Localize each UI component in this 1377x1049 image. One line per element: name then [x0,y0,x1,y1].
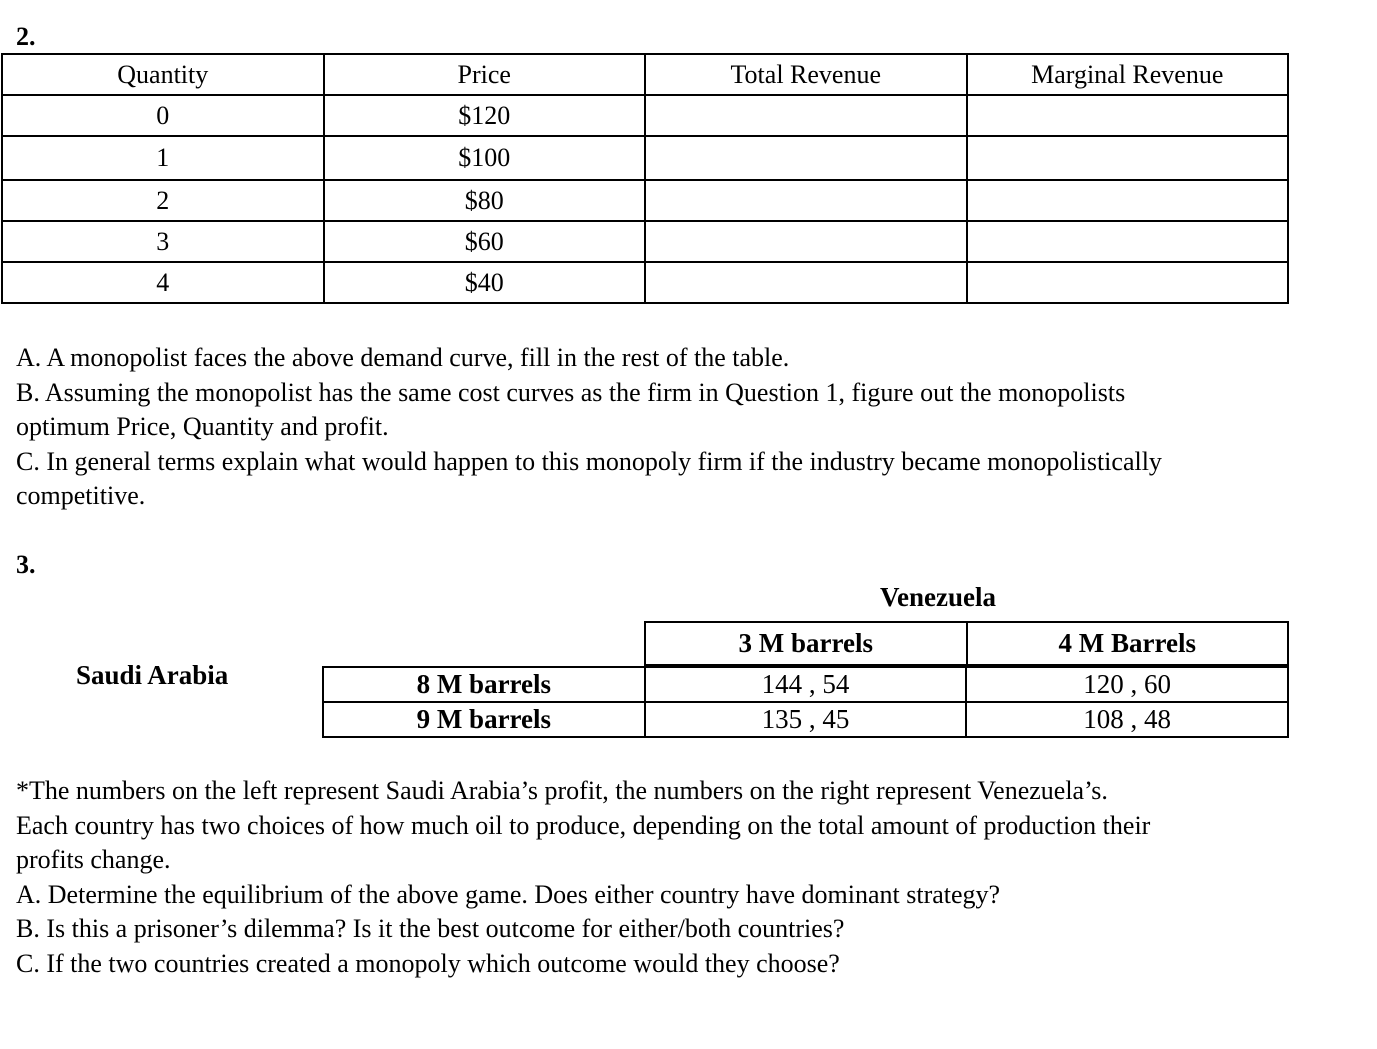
payoff-cell: 108 , 48 [966,702,1288,737]
game-column-header [644,621,1289,666]
payoff-note: *The numbers on the left represent Saudi Arabia’s profit, the numbers on the right represent Venezuela’s. [16,776,1108,805]
price-cell: $60 [324,221,646,262]
table-row [2,262,1288,303]
question-3-part-b: B. Is this a prisoner’s dilemma? Is it the best outcome for either/both countries? [16,914,845,944]
payoff-cell: 135 , 45 [645,702,967,737]
question-2-number: 2. [16,22,36,51]
column-option-3m: 3 M barrels [645,622,967,665]
quantity-cell: 0 [2,95,324,136]
column-player-label: Venezuela [880,582,996,612]
question-3-part-a: A. Determine the equilibrium of the above game. Does either country have dominant strategy? [16,879,1001,909]
table-row [2,180,1288,221]
payoff-row [323,667,1288,702]
table-row [2,136,1288,180]
total-revenue-cell [645,95,967,136]
quantity-cell: 2 [2,180,324,221]
question-3-number: 3. [16,550,36,579]
question-2-part-b: B. Assuming the monopolist has the same cost curves as the firm in Question 1, figure out the monopolists optimum Price, Quantity and profit. [16,377,1126,442]
price-cell: $80 [324,180,646,221]
payoff-cell: 144 , 54 [645,667,967,702]
table-row [2,95,1288,136]
total-revenue-cell [645,262,967,303]
marginal-revenue-cell [967,221,1289,262]
marginal-revenue-cell [967,95,1289,136]
marginal-revenue-cell [967,136,1289,180]
question-3-part-c: C. If the two countries created a monopoly which outcome would they choose? [16,948,840,978]
price-cell: $120 [324,95,646,136]
game-description: Each country has two choices of how much oil to produce, depending on the total amount of production their profits change. [16,810,1151,875]
table-header-row [2,54,1288,95]
column-option-4m: 4 M Barrels [967,622,1289,665]
row-option-8m: 8 M barrels [323,667,645,702]
total-revenue-cell [645,136,967,180]
marginal-revenue-cell [967,180,1289,221]
quantity-cell: 4 [2,262,324,303]
quantity-cell: 3 [2,221,324,262]
question-2-part-c: C. In general terms explain what would happen to this monopoly firm if the industry became monopolistically competitive. [16,446,1162,511]
header-quantity: Quantity [2,54,324,95]
question-2-text [16,341,1216,514]
total-revenue-cell [645,180,967,221]
marginal-revenue-cell [967,262,1289,303]
payoff-matrix [322,666,1289,738]
total-revenue-cell [645,221,967,262]
payoff-cell: 120 , 60 [966,667,1288,702]
row-option-9m: 9 M barrels [323,702,645,737]
payoff-row [323,702,1288,737]
price-cell: $100 [324,136,646,180]
table-row [2,221,1288,262]
demand-table [1,53,1289,304]
header-marginal-revenue: Marginal Revenue [967,54,1289,95]
header-price: Price [324,54,646,95]
question-2-part-a: A. A monopolist faces the above demand curve, fill in the rest of the table. [16,343,790,372]
price-cell: $40 [324,262,646,303]
quantity-cell: 1 [2,136,324,180]
row-player-label: Saudi Arabia [76,660,229,690]
header-total-revenue: Total Revenue [645,54,967,95]
question-3-text [16,774,1216,982]
